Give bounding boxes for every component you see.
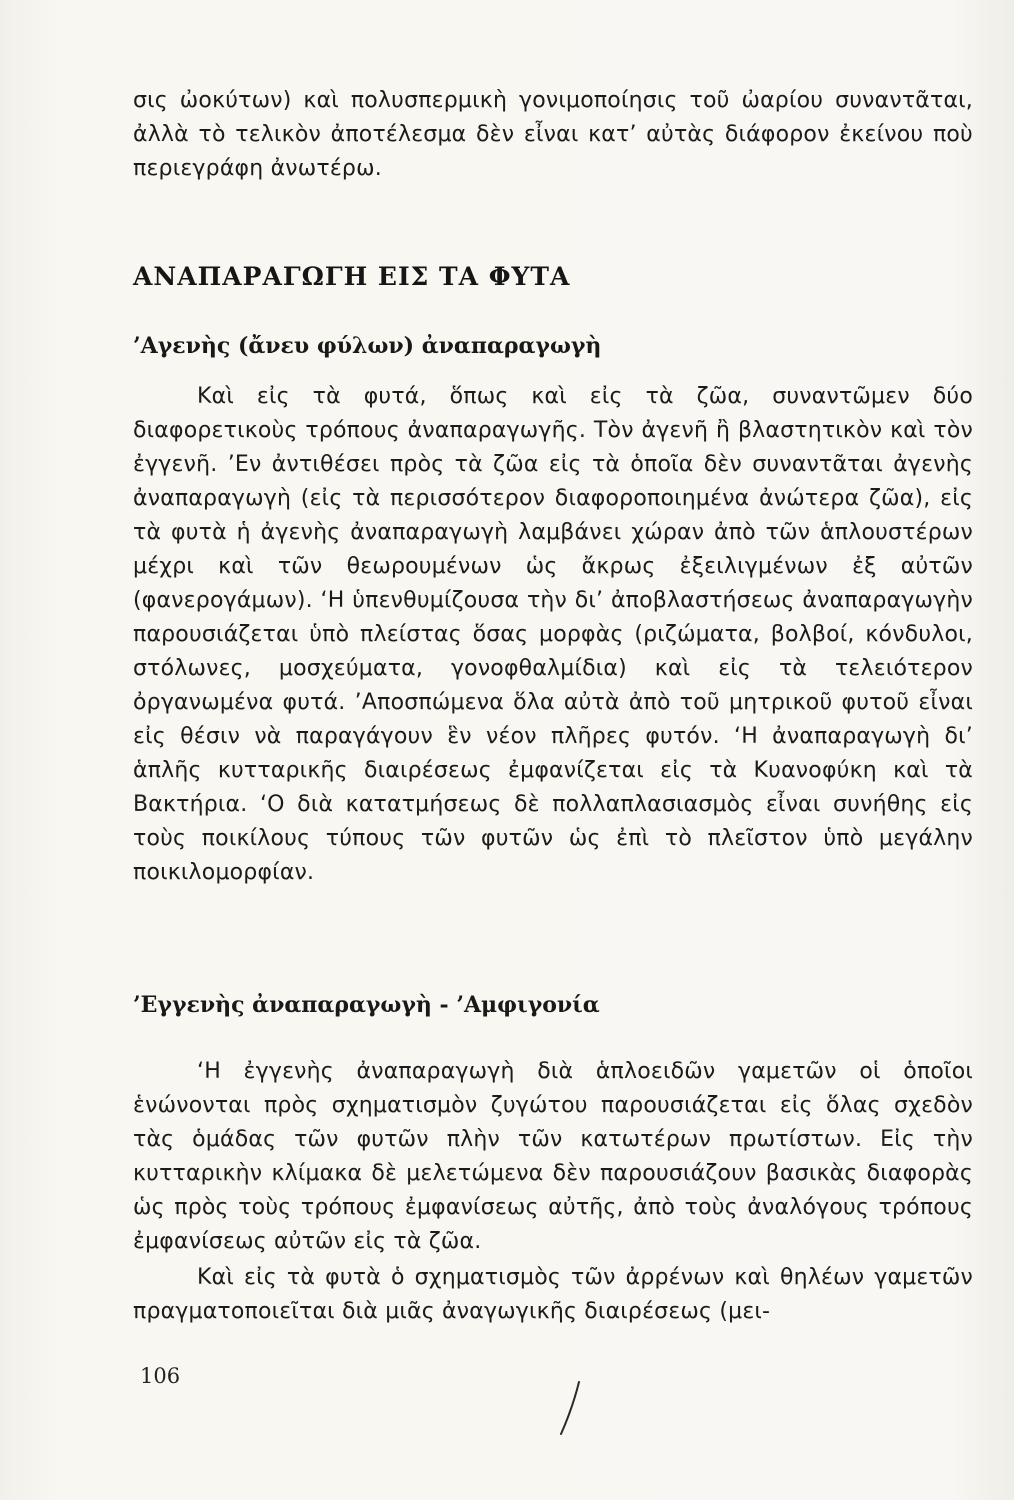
- page-number: 106: [140, 1364, 181, 1388]
- subheading-asexual-reproduction: ’Αγενὴς (ἄνευ φύλων) ἀναπαραγωγὴ: [133, 333, 602, 359]
- paragraph-gamete-formation: Καὶ εἰς τὰ φυτὰ ὁ σχηματισμὸς τῶν ἀρρένων καὶ θηλέων γαμετῶν πραγματοποιεῖται διὰ μιᾶς ἀναγωγικῆς διαιρέσεως (μει-: [133, 1265, 973, 1324]
- subheading-sexual-reproduction: ’Εγγενὴς ἀναπαραγωγὴ - ’Αμφιγονία: [133, 992, 600, 1018]
- paragraph-asexual-reproduction: Καὶ εἰς τὰ φυτά, ὅπως καὶ εἰς τὰ ζῶα, συναντῶμεν δύο διαφορετικοὺς τρόπους ἀναπαραγωγῆς. Τὸν ἀγενῆ ἢ βλαστητικὸν καὶ τὸν ἐγγενῆ. ’Εν ἀντιθέσει πρὸς τὰ ζῶα εἰς τὰ ὁποῖα δὲν συναντᾶται ἀγενὴς ἀναπαραγωγὴ (εἰς τὰ περισσότερον διαφοροποιημένα ἀνώτερα ζῶα), εἰς τὰ φυτὰ ἡ ἀγενὴς ἀναπαραγωγὴ λαμβάνει χώραν ἀπὸ τῶν ἁπλουστέρων μέχρι καὶ τῶν θεωρουμένων ὡς ἄκρως ἐξειλιγμένων ἐξ αὐτῶν (φανερογάμων). ‘Η ὑπενθυμίζουσα τὴν δι’ ἀποβλαστήσεως ἀναπαραγωγὴν παρουσιάζεται ὑπὸ πλείστας ὅσας μορφὰς (ριζώματα, βολβοί, κόνδυλοι, στόλωνες, μοσχεύματα, γονοφθαλμίδια) καὶ εἰς τὰ τελειότερον ὀργανωμένα φυτά. ’Αποσπώμενα ὅλα αὐτὰ ἀπὸ τοῦ μητρικοῦ φυτοῦ εἶναι εἰς θέσιν νὰ παραγάγουν ἓν νέον πλῆρες φυτόν. ‘Η ἀναπαραγωγὴ δι’ ἁπλῆς κυτταρικῆς διαιρέσεως ἐμφανίζεται εἰς τὰ Κυανοφύκη καὶ τὰ Βακτήρια. ‘Ο διὰ κατατμήσεως δὲ πολλαπλασιασμὸς εἶναι συνήθης εἰς τοὺς ποικίλους τύπους τῶν φυτῶν ὡς ἐπὶ τὸ πλεῖστον ὑπὸ μεγάλην ποικιλομορφίαν.: [133, 384, 973, 885]
- paragraph-continuation: σις ὠοκύτων) καὶ πολυσπερμικὴ γονιμοποίησις τοῦ ὠαρίου συναντᾶται, ἀλλὰ τὸ τελικὸν ἀποτέλεσμα δὲν εἶναι κατ’ αὐτὰς διάφορον ἐκείνου ποὺ περιεγράφη ἀνωτέρω.: [133, 88, 973, 181]
- pen-stroke-mark: [555, 1378, 585, 1438]
- section-title: ΑΝΑΠΑΡΑΓΩΓΗ ΕΙΣ ΤΑ ΦΥΤΑ: [133, 262, 571, 291]
- paragraph-sexual-reproduction: ‘Η ἐγγενὴς ἀναπαραγωγὴ διὰ ἁπλοειδῶν γαμετῶν οἱ ὁποῖοι ἑνώνονται πρὸς σχηματισμὸν ζυγώτου παρουσιάζεται εἰς ὅλας σχεδὸν τὰς ὁμάδας τῶν φυτῶν πλὴν τῶν κατωτέρων πρωτίστων. Εἰς τὴν κυτταρικὴν κλίμακα δὲ μελετώμενα δὲν παρουσιάζουν βασικὰς διαφορὰς ὡς πρὸς τοὺς τρόπους ἐμφανίσεως αὐτῆς, ἀπὸ τοὺς ἀναλόγους τρόπους ἐμφανίσεως αὐτῶν εἰς τὰ ζῶα.: [133, 1059, 973, 1254]
